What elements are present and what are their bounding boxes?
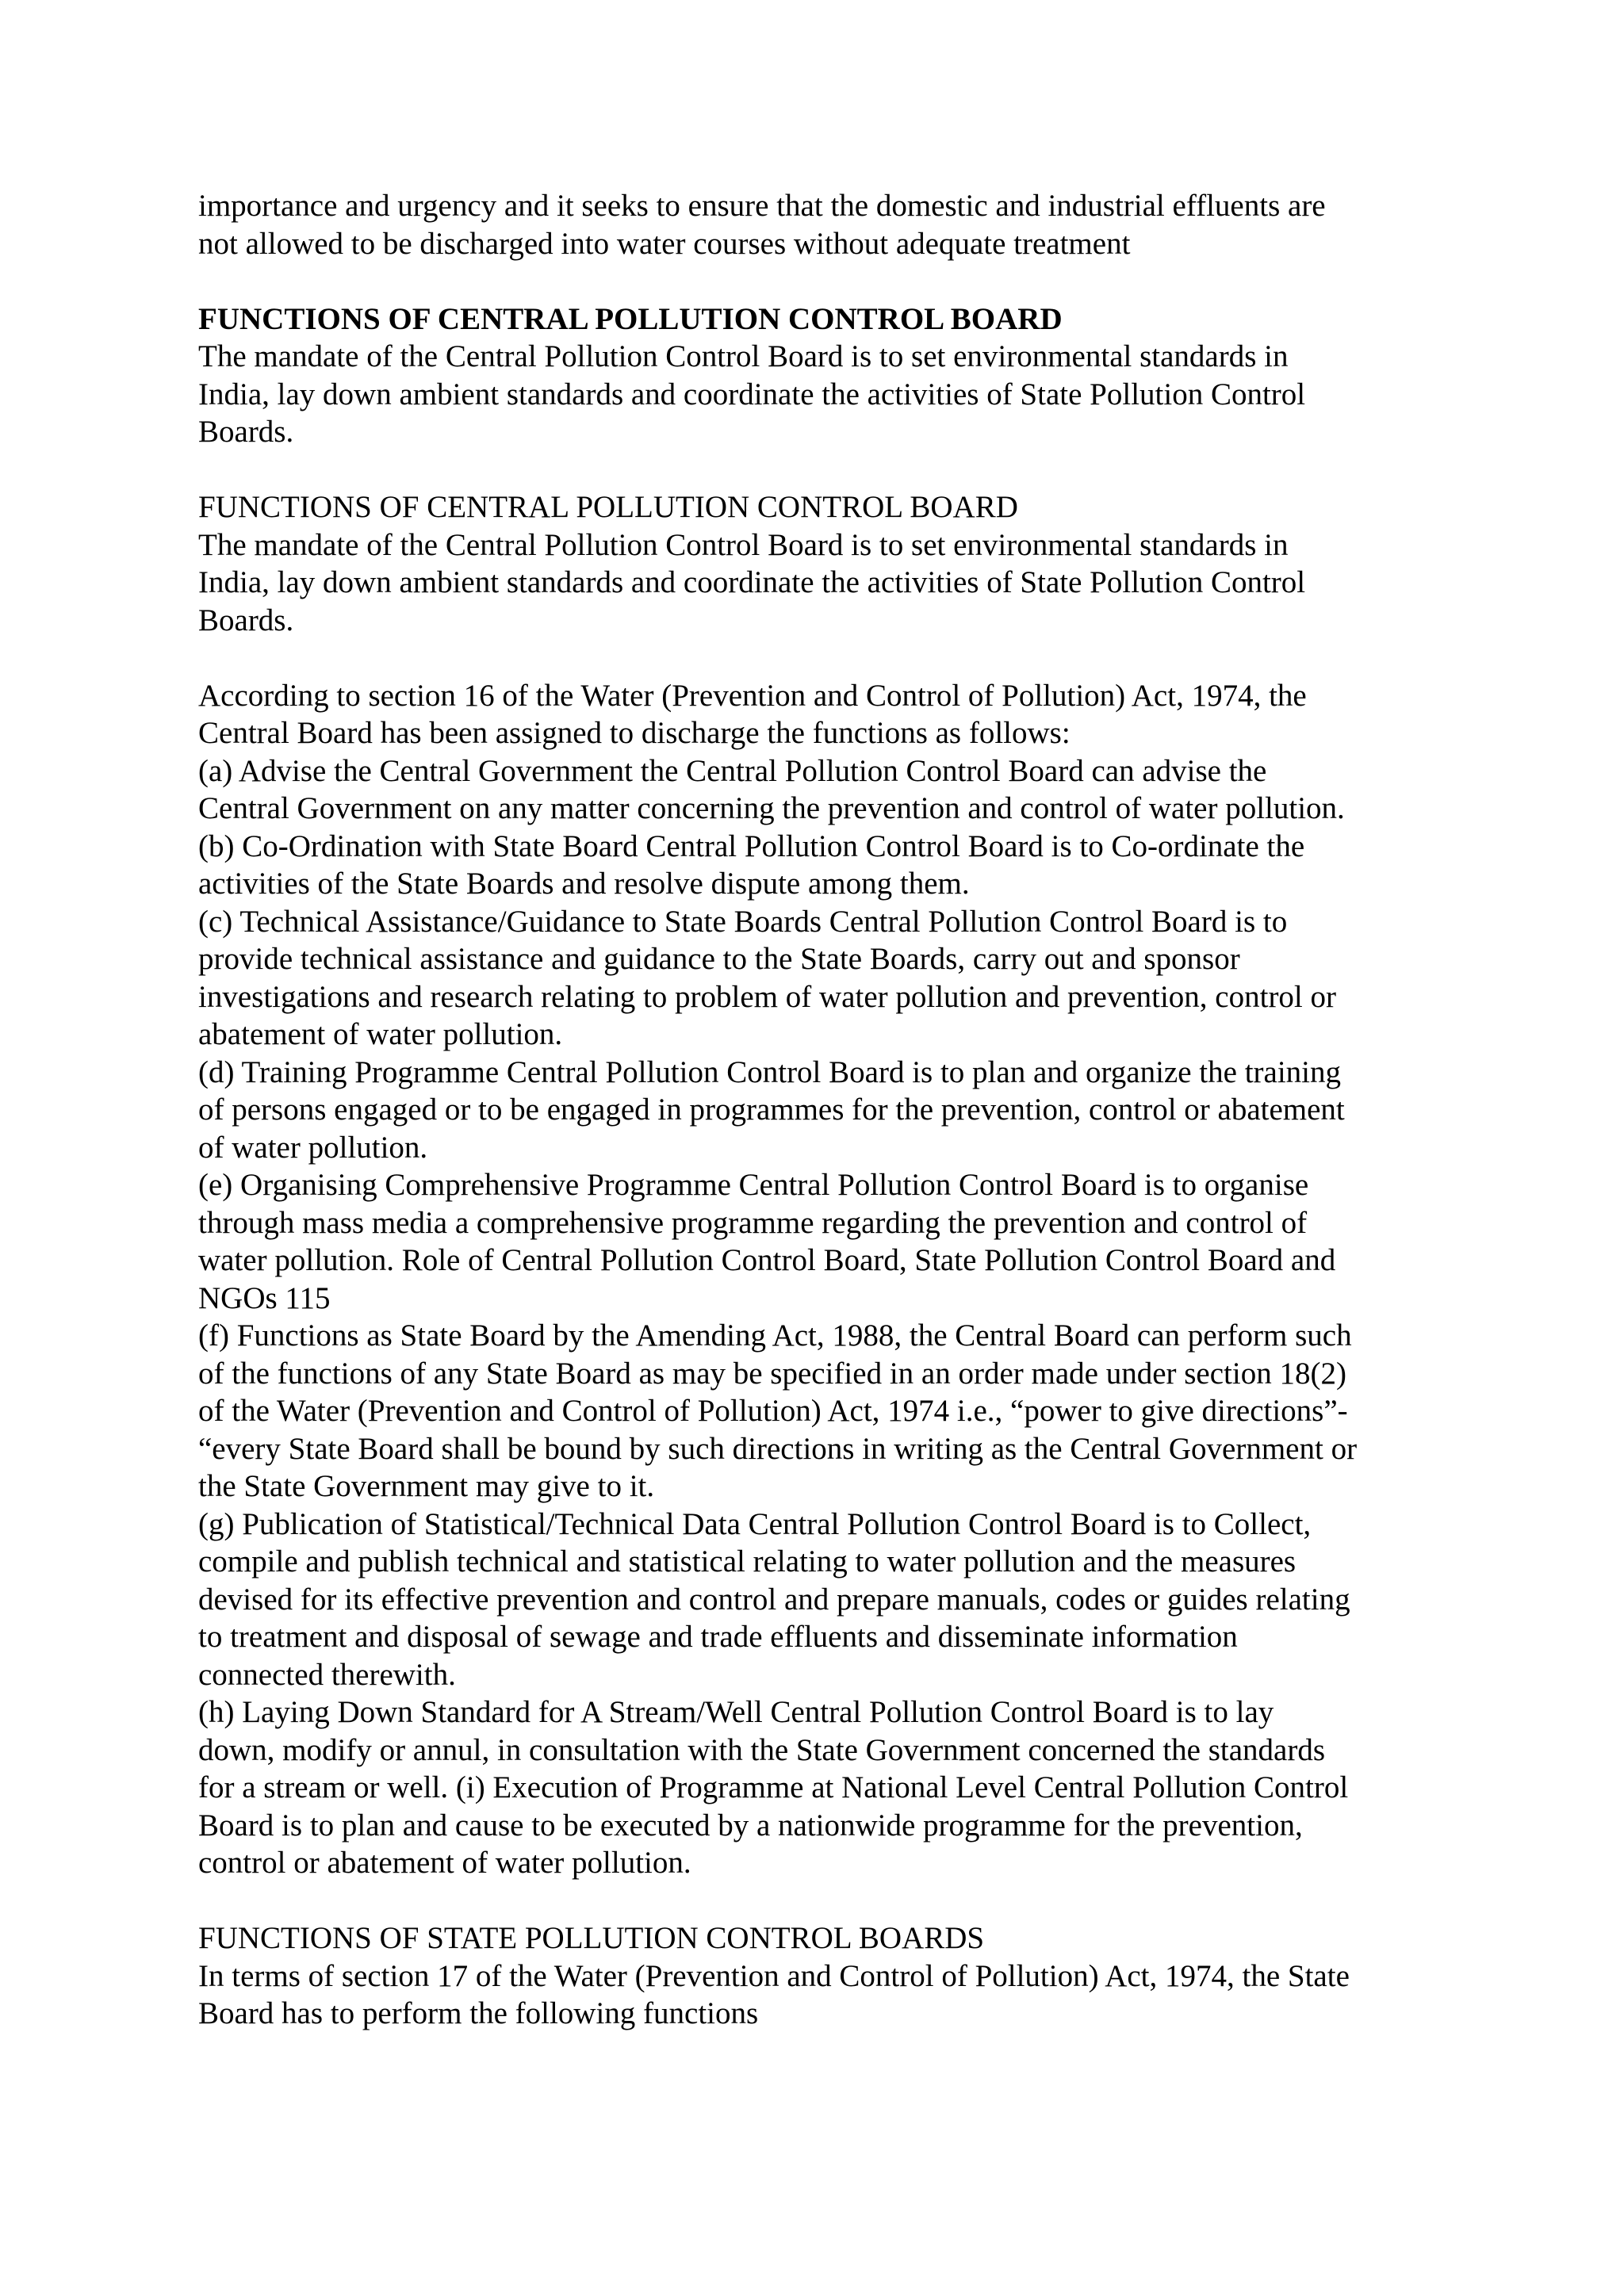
list-item-g: (g) Publication of Statistical/Technical Data Central Pollution Control Board is to Collect, <box>198 1506 1312 1541</box>
body-line: to treatment and disposal of sewage and trade effluents and disseminate information <box>198 1620 1238 1654</box>
body-line: compile and publish technical and statistical relating to water pollution and the measures <box>198 1544 1297 1578</box>
list-item-a: (a) Advise the Central Government the Central Pollution Control Board can advise the <box>198 753 1267 788</box>
list-item-h: (h) Laying Down Standard for A Stream/Well Central Pollution Control Board is to lay <box>198 1695 1274 1729</box>
body-line: India, lay down ambient standards and coordinate the activities of State Pollution Control <box>198 565 1306 599</box>
body-line: through mass media a comprehensive programme regarding the prevention and control of <box>198 1205 1308 1240</box>
body-line: The mandate of the Central Pollution Control Board is to set environmental standards in <box>198 527 1289 562</box>
body-line: According to section 16 of the Water (Prevention and Control of Pollution) Act, 1974, the <box>198 678 1307 713</box>
body-line: In terms of section 17 of the Water (Prevention and Control of Pollution) Act, 1974, the State <box>198 1958 1350 1993</box>
body-line: abatement of water pollution. <box>198 1017 563 1051</box>
body-line: Board has to perform the following functions <box>198 1996 759 2030</box>
body-line: water pollution. Role of Central Pollution Control Board, State Pollution Control Board and <box>198 1243 1336 1277</box>
paragraph-gap <box>198 451 1451 489</box>
body-line: NGOs 115 <box>198 1280 331 1315</box>
body-line: devised for its effective prevention and control and prepare manuals, codes or guides relating <box>198 1582 1350 1617</box>
body-line: Boards. <box>198 603 294 637</box>
body-line: India, lay down ambient standards and coordinate the activities of State Pollution Control <box>198 377 1306 411</box>
body-line: Central Board has been assigned to discharge the functions as follows: <box>198 716 1071 750</box>
section-functions <box>198 677 1451 1882</box>
body-line: of the Water (Prevention and Control of Pollution) Act, 1974 i.e., “power to give directions”- <box>198 1394 1348 1428</box>
body-line: provide technical assistance and guidance to the State Boards, carry out and sponsor <box>198 942 1240 976</box>
list-item-d: (d) Training Programme Central Pollution Control Board is to plan and organize the training <box>198 1054 1342 1089</box>
section-cpcb-bold <box>198 300 1451 451</box>
section-heading: FUNCTIONS OF CENTRAL POLLUTION CONTROL BOARD <box>198 301 1063 336</box>
section-cpcb-plain <box>198 488 1451 639</box>
body-line: connected therewith. <box>198 1657 456 1692</box>
document-page <box>198 187 1451 2033</box>
body-line: of persons engaged or to be engaged in programmes for the prevention, control or abatement <box>198 1093 1345 1127</box>
list-item-e: (e) Organising Comprehensive Programme Central Pollution Control Board is to organise <box>198 1168 1309 1202</box>
body-line: Board is to plan and cause to be executed by a nationwide programme for the prevention, <box>198 1808 1303 1843</box>
list-item-f: (f) Functions as State Board by the Amending Act, 1988, the Central Board can perform such <box>198 1318 1352 1353</box>
body-line: “every State Board shall be bound by such directions in writing as the Central Government or <box>198 1431 1358 1466</box>
body-line: of water pollution. <box>198 1130 428 1165</box>
intro-line: importance and urgency and it seeks to ensure that the domestic and industrial effluents are <box>198 189 1326 223</box>
body-line: of the functions of any State Board as may be specified in an order made under section 18(2) <box>198 1356 1346 1391</box>
body-line: Boards. <box>198 415 294 449</box>
body-line: for a stream or well. (i) Execution of Programme at National Level Central Pollution Control <box>198 1770 1349 1804</box>
body-line: investigations and research relating to problem of water pollution and prevention, control or <box>198 979 1337 1014</box>
list-item-c: (c) Technical Assistance/Guidance to State Boards Central Pollution Control Board is to <box>198 904 1288 939</box>
intro-paragraph <box>198 187 1451 262</box>
body-line: activities of the State Boards and resolve dispute among them. <box>198 867 970 901</box>
section-spcb <box>198 1919 1451 2033</box>
paragraph-gap <box>198 639 1451 677</box>
paragraph-gap <box>198 262 1451 300</box>
section-heading: FUNCTIONS OF STATE POLLUTION CONTROL BOARDS <box>198 1921 985 1955</box>
body-line: control or abatement of water pollution. <box>198 1846 691 1880</box>
body-line: down, modify or annul, in consultation with the State Government concerned the standards <box>198 1732 1326 1767</box>
body-line: The mandate of the Central Pollution Control Board is to set environmental standards in <box>198 339 1289 373</box>
intro-line: not allowed to be discharged into water courses without adequate treatment <box>198 226 1131 261</box>
list-item-b: (b) Co-Ordination with State Board Central Pollution Control Board is to Co-ordinate the <box>198 828 1305 863</box>
section-heading: FUNCTIONS OF CENTRAL POLLUTION CONTROL BOARD <box>198 490 1018 524</box>
body-line: Central Government on any matter concerning the prevention and control of water pollution. <box>198 791 1345 825</box>
paragraph-gap <box>198 1882 1451 1920</box>
body-line: the State Government may give to it. <box>198 1469 655 1503</box>
